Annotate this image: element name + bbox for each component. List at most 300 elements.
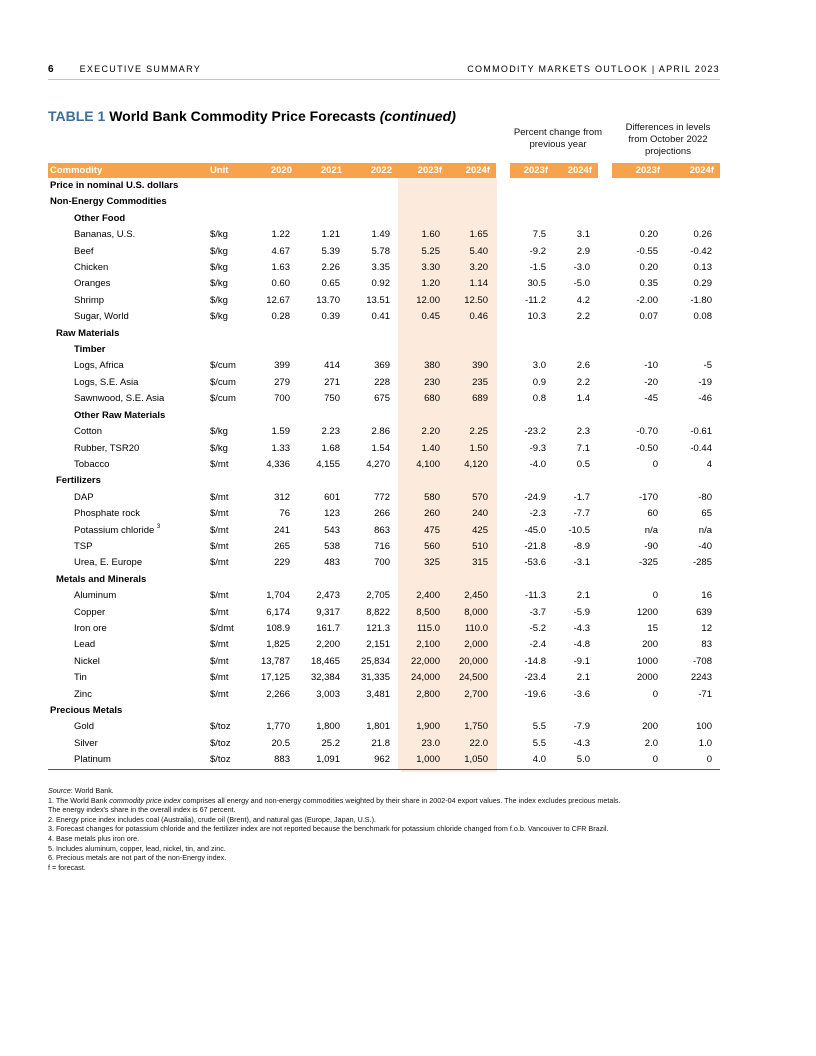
value-cell: -0.55 (636, 245, 658, 257)
unit-cell: $/mt (210, 655, 229, 667)
value-cell: 560 (398, 539, 448, 555)
col-header-2022: 2022 (348, 163, 398, 178)
value-cell: 543 (324, 524, 340, 536)
col-header-2024f: 2024f (448, 163, 496, 178)
value-cell (612, 178, 666, 194)
value-cell: 24,000 (398, 670, 448, 686)
col-gap (598, 375, 612, 391)
col-gap (598, 358, 612, 374)
col-gap (496, 276, 510, 292)
commodity-name (48, 572, 208, 588)
commodity-name-text: Cotton (74, 426, 102, 438)
value-cell (612, 408, 666, 424)
col-gap (598, 539, 612, 555)
commodity-name-text: Fertilizers (56, 475, 101, 487)
value-cell: 2.1 (576, 590, 590, 602)
value-cell: 3.30 (398, 260, 448, 276)
value-cell: 2000 (636, 672, 658, 684)
value-cell (554, 326, 598, 342)
table-row (48, 736, 720, 752)
value-cell: 229 (274, 557, 290, 569)
unit-cell: $/mt (210, 688, 229, 700)
percent-change-group-header: Percent change from previous year (513, 127, 603, 150)
value-cell: 2.3 (576, 426, 590, 438)
table-row (48, 605, 720, 621)
note-1 (48, 796, 728, 806)
col-gap (598, 244, 612, 260)
value-cell: 2.23 (321, 426, 340, 438)
col-gap (598, 703, 612, 719)
value-cell (248, 408, 298, 424)
table-row (48, 358, 720, 374)
col-gap (598, 178, 612, 194)
col-gap (496, 588, 510, 604)
unit-cell: $/kg (210, 262, 228, 274)
value-cell: 5.5 (532, 721, 546, 733)
col-header-pct-2023f: 2023f (510, 163, 554, 178)
value-cell: 3,481 (366, 688, 390, 700)
commodity-name-text: Silver (74, 737, 98, 749)
unit-cell: $/dmt (210, 622, 234, 634)
note-6: 6. Precious metals are not part of the non-Energy index. (48, 853, 227, 863)
unit-cell (208, 178, 248, 194)
col-gap (598, 163, 612, 178)
value-cell (554, 178, 598, 194)
commodity-name-text: Sugar, World (74, 311, 129, 323)
table-title (48, 108, 456, 124)
value-cell: 24,500 (448, 670, 496, 686)
value-cell: -23.2 (524, 426, 546, 438)
value-cell: 0.20 (639, 262, 658, 274)
col-gap (598, 326, 612, 342)
commodity-name-text: Price in nominal U.S. dollars (50, 180, 179, 191)
value-cell (348, 572, 398, 588)
col-gap (496, 687, 510, 703)
value-cell: 3.1 (576, 229, 590, 241)
value-cell: 5.5 (532, 737, 546, 749)
value-cell: 2.0 (644, 737, 658, 749)
commodity-name (48, 391, 208, 407)
value-cell: 21.8 (371, 737, 390, 749)
commodity-name-text: Non-Energy Commodities (50, 196, 167, 208)
value-cell: n/a (698, 524, 712, 536)
commodity-name-text: Urea, E. Europe (74, 557, 143, 569)
value-cell (554, 473, 598, 489)
publication-title: COMMODITY MARKETS OUTLOOK | APRIL 2023 (467, 64, 720, 74)
col-gap (598, 211, 612, 227)
value-cell: 13,787 (260, 655, 290, 667)
value-cell: 240 (448, 506, 496, 522)
value-cell: 2.86 (371, 426, 390, 438)
value-cell: 0.26 (693, 229, 712, 241)
value-cell (666, 178, 720, 194)
value-cell: 1,091 (298, 752, 348, 769)
value-cell: 2.2 (576, 311, 590, 323)
value-cell: 1.59 (271, 426, 290, 438)
value-cell: 0 (612, 752, 666, 769)
value-cell: -45.0 (524, 524, 546, 536)
value-cell: 22.0 (448, 736, 496, 752)
value-cell: 2,800 (398, 687, 448, 703)
value-cell: -1.80 (690, 294, 712, 306)
note-1-prefix: 1. The World Bank (48, 795, 110, 805)
value-cell: 1,825 (266, 639, 290, 651)
value-cell (554, 194, 598, 210)
unit-cell: $/toz (208, 752, 248, 769)
commodity-name (48, 260, 208, 276)
commodity-name (48, 588, 208, 604)
header-divider (48, 79, 720, 80)
col-gap (496, 178, 510, 194)
unit-cell: $/kg (210, 294, 228, 306)
value-cell: 110.0 (448, 621, 496, 637)
commodity-name-text: Potassium chloride (74, 524, 155, 536)
col-gap (496, 523, 510, 539)
value-cell: 266 (374, 508, 390, 520)
value-cell: 1.63 (271, 262, 290, 274)
value-cell: -19 (698, 376, 712, 388)
value-cell: -9.1 (573, 655, 590, 667)
value-cell: -23.4 (524, 672, 546, 684)
commodity-name (48, 703, 208, 719)
value-cell: 0.08 (693, 311, 712, 323)
table-row (48, 194, 720, 210)
unit-cell: $/mt (210, 458, 229, 470)
commodity-name (48, 375, 208, 391)
commodity-name (48, 736, 208, 752)
value-cell: -2.00 (636, 294, 658, 306)
value-cell (554, 211, 598, 227)
commodity-name-text: Oranges (74, 278, 111, 290)
value-cell: -5.0 (573, 278, 590, 290)
col-gap (598, 687, 612, 703)
value-cell: -4.0 (529, 458, 546, 470)
commodity-name (48, 293, 208, 309)
value-cell: 20.5 (271, 737, 290, 749)
value-cell: 570 (448, 490, 496, 506)
value-cell (348, 342, 398, 358)
value-cell: -3.6 (573, 688, 590, 700)
value-cell: 1.68 (321, 442, 340, 454)
value-cell: 1,750 (448, 719, 496, 735)
table-row (48, 457, 720, 473)
value-cell: 0.39 (321, 311, 340, 323)
value-cell: 265 (274, 540, 290, 552)
commodity-name-text: Bananas, U.S. (74, 229, 136, 241)
unit-cell (208, 342, 248, 358)
unit-cell (208, 703, 248, 719)
value-cell: 5.0 (554, 752, 598, 769)
table-row (48, 211, 720, 227)
value-cell: 700 (274, 393, 290, 405)
commodity-name-text: Rubber, TSR20 (74, 442, 140, 454)
commodity-name (48, 457, 208, 473)
value-cell: 4,155 (316, 458, 340, 470)
col-gap (496, 424, 510, 440)
col-gap (496, 506, 510, 522)
commodity-name (48, 309, 208, 325)
col-gap (496, 260, 510, 276)
note-7: f = forecast. (48, 862, 86, 872)
value-cell (510, 211, 554, 227)
commodity-name-text: Raw Materials (56, 327, 120, 339)
table-row (48, 408, 720, 424)
value-cell: 510 (448, 539, 496, 555)
commodity-name-text: DAP (74, 491, 94, 503)
running-header-left (48, 64, 201, 75)
value-cell (448, 178, 496, 194)
value-cell: 2,473 (316, 590, 340, 602)
value-cell (248, 194, 298, 210)
value-cell: 700 (374, 557, 390, 569)
value-cell (448, 342, 496, 358)
value-cell: 12.00 (398, 293, 448, 309)
value-cell (248, 572, 298, 588)
value-cell: 675 (374, 393, 390, 405)
table-row (48, 244, 720, 260)
col-gap (598, 637, 612, 653)
table-row (48, 670, 720, 686)
table-row (48, 178, 720, 194)
col-gap (598, 490, 612, 506)
value-cell: 1.14 (448, 276, 496, 292)
unit-cell (208, 473, 248, 489)
value-cell (666, 572, 720, 588)
col-gap (598, 293, 612, 309)
commodity-name (48, 490, 208, 506)
value-cell: -80 (698, 491, 712, 503)
value-cell: 17,125 (260, 672, 290, 684)
commodity-name-text: Aluminum (74, 590, 117, 602)
value-cell: 115.0 (398, 621, 448, 637)
note-2: 2. Energy price index includes coal (Australia), crude oil (Brent), and natural gas (Europe, Japan, U.S.). (48, 814, 376, 824)
value-cell: 1.0 (698, 737, 712, 749)
value-cell (348, 703, 398, 719)
value-cell: -708 (692, 655, 712, 667)
col-gap (496, 163, 510, 178)
value-cell: 30.5 (527, 278, 546, 290)
value-cell: 2,200 (316, 639, 340, 651)
value-cell (248, 326, 298, 342)
value-cell: 2.20 (398, 424, 448, 440)
value-cell: 8,500 (398, 605, 448, 621)
col-header-2023f: 2023f (398, 163, 448, 178)
value-cell: 1,770 (266, 721, 290, 733)
value-cell: -7.9 (573, 721, 590, 733)
value-cell: -2.3 (529, 508, 546, 520)
value-cell: -90 (644, 540, 658, 552)
value-cell: -4.3 (573, 622, 590, 634)
commodity-name-text: Iron ore (74, 622, 107, 634)
value-cell: 0.07 (639, 311, 658, 323)
col-gap (598, 227, 612, 243)
table-row (48, 260, 720, 276)
value-cell: 0.65 (321, 278, 340, 290)
value-cell (612, 326, 666, 342)
col-gap (496, 703, 510, 719)
value-cell: 369 (374, 360, 390, 372)
value-cell: 863 (374, 524, 390, 536)
value-cell (298, 178, 348, 194)
note-5: 5. Includes aluminum, copper, lead, nickel, tin, and zinc. (48, 843, 226, 853)
commodity-name-text: Other Raw Materials (74, 409, 166, 421)
value-cell: 228 (374, 376, 390, 388)
col-gap (496, 441, 510, 457)
value-cell: 5.40 (448, 244, 496, 260)
col-gap (496, 752, 510, 769)
value-cell (510, 342, 554, 358)
page-number: 6 (48, 64, 54, 75)
commodity-name-text: Sawnwood, S.E. Asia (74, 393, 165, 405)
value-cell: -3.1 (573, 557, 590, 569)
commodity-name (48, 539, 208, 555)
col-gap (496, 408, 510, 424)
value-cell: -11.2 (525, 294, 546, 306)
value-cell: 0.45 (398, 309, 448, 325)
col-gap (496, 605, 510, 621)
value-cell: 5.78 (371, 245, 390, 257)
value-cell: 2,705 (366, 590, 390, 602)
value-cell (612, 703, 666, 719)
unit-cell: $/toz (210, 737, 231, 749)
table-row (48, 424, 720, 440)
value-cell: 16 (701, 590, 712, 602)
col-gap (496, 719, 510, 735)
value-cell: -4.3 (573, 737, 590, 749)
value-cell (348, 211, 398, 227)
commodity-name-text: Gold (74, 721, 95, 733)
col-gap (496, 539, 510, 555)
value-cell: -5 (703, 360, 712, 372)
col-gap (496, 293, 510, 309)
col-gap (598, 588, 612, 604)
value-cell: -10.5 (568, 524, 590, 536)
value-cell (510, 572, 554, 588)
table-title-continued: (continued) (379, 108, 456, 124)
value-cell: 962 (348, 752, 398, 769)
value-cell: 315 (448, 555, 496, 571)
value-cell: -0.61 (690, 426, 712, 438)
value-cell: 1,800 (316, 721, 340, 733)
commodity-name (48, 178, 208, 194)
col-gap (598, 506, 612, 522)
value-cell: -9.2 (529, 245, 546, 257)
table-row (48, 523, 720, 539)
unit-cell: $/kg (210, 245, 228, 257)
value-cell: 0 (652, 458, 658, 470)
commodity-name (48, 670, 208, 686)
col-gap (496, 572, 510, 588)
value-cell: 10.3 (527, 311, 546, 323)
value-cell: 1000 (636, 655, 658, 667)
col-gap (598, 276, 612, 292)
commodity-name (48, 211, 208, 227)
value-cell: -5.2 (529, 622, 546, 634)
value-cell (248, 178, 298, 194)
commodity-name-text: Shrimp (74, 294, 105, 306)
value-cell: 1.4 (576, 393, 590, 405)
value-cell: 8,000 (448, 605, 496, 621)
col-header-commodity: Commodity (48, 163, 208, 178)
value-cell: -53.6 (524, 557, 546, 569)
col-gap (598, 605, 612, 621)
value-cell (348, 326, 398, 342)
value-cell: 9,317 (316, 606, 340, 618)
value-cell: 161.7 (316, 622, 340, 634)
value-cell (248, 473, 298, 489)
value-cell: 2243 (690, 672, 712, 684)
value-cell (448, 194, 496, 210)
value-cell: 200 (642, 721, 658, 733)
value-cell: -8.9 (573, 540, 590, 552)
unit-cell (208, 572, 248, 588)
col-header-pct-2024f: 2024f (554, 163, 598, 178)
table-row (48, 326, 720, 342)
value-cell (298, 473, 348, 489)
commodity-forecast-table (48, 163, 720, 770)
value-cell (298, 408, 348, 424)
value-cell: -19.6 (524, 688, 546, 700)
value-cell (398, 408, 448, 424)
commodity-name-text: Platinum (74, 754, 111, 766)
col-gap (598, 424, 612, 440)
value-cell: 22,000 (398, 654, 448, 670)
value-cell: 121.3 (366, 622, 390, 634)
value-cell: 12 (701, 622, 712, 634)
unit-cell: $/kg (210, 426, 228, 438)
value-cell: 0 (652, 590, 658, 602)
value-cell: -24.9 (524, 491, 546, 503)
value-cell: 2.6 (576, 360, 590, 372)
unit-cell: $/mt (210, 639, 229, 651)
value-cell: 4.2 (576, 294, 590, 306)
commodity-name (48, 358, 208, 374)
value-cell: -5.9 (573, 606, 590, 618)
col-gap (598, 441, 612, 457)
value-cell: 325 (398, 555, 448, 571)
value-cell: 0.9 (532, 376, 546, 388)
value-cell: 538 (324, 540, 340, 552)
value-cell: 1.22 (271, 229, 290, 241)
value-cell: 235 (448, 375, 496, 391)
value-cell: 5.39 (321, 245, 340, 257)
value-cell (298, 194, 348, 210)
value-cell: -0.50 (636, 442, 658, 454)
value-cell: 580 (398, 490, 448, 506)
value-cell: 0.20 (639, 229, 658, 241)
value-cell (398, 572, 448, 588)
col-gap (496, 194, 510, 210)
value-cell (348, 473, 398, 489)
value-cell: 260 (398, 506, 448, 522)
unit-cell: $/mt (210, 606, 229, 618)
table-header-row (48, 163, 720, 178)
value-cell: -45 (644, 393, 658, 405)
value-cell: 0.60 (271, 278, 290, 290)
table-row (48, 539, 720, 555)
source-text: : World Bank. (70, 786, 114, 795)
table-row (48, 227, 720, 243)
value-cell: 1.65 (448, 227, 496, 243)
value-cell: 0 (652, 688, 658, 700)
col-gap (598, 719, 612, 735)
col-gap (598, 572, 612, 588)
table-row (48, 309, 720, 325)
unit-cell: $/mt (210, 540, 229, 552)
value-cell (554, 408, 598, 424)
value-cell: 15 (647, 622, 658, 634)
value-cell: 0.92 (371, 278, 390, 290)
